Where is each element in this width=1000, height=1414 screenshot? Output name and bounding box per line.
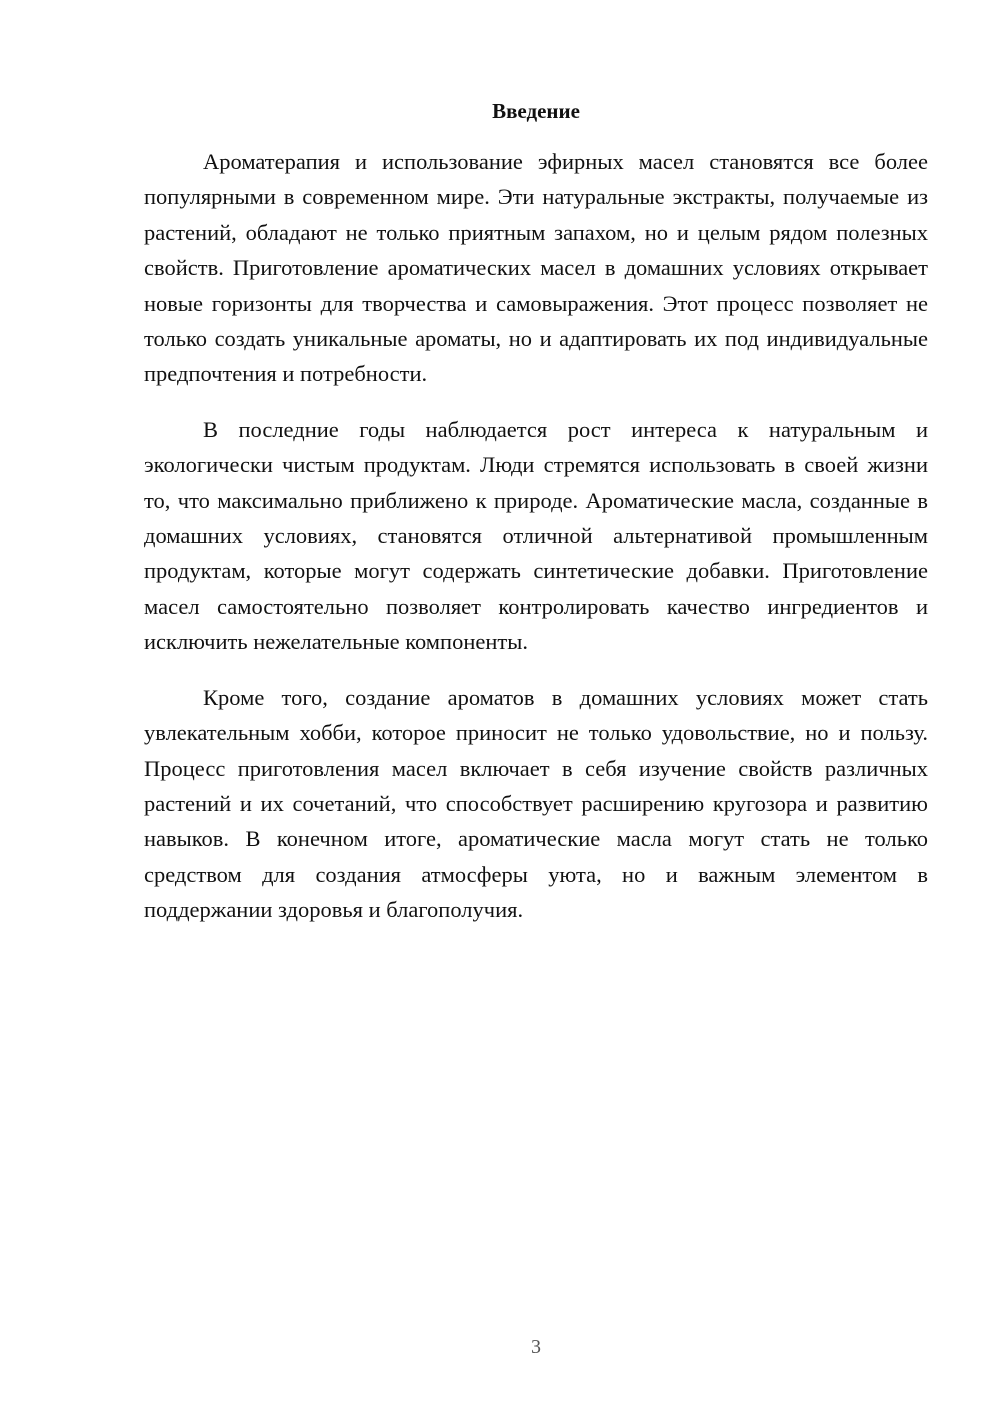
paragraph-3: Кроме того, создание ароматов в домашних условиях может стать увлекательным хобби, которое приносит не только удовольствие, но и пользу. Процесс приготовления масел включает в себя изучение свойств различных растений и их сочетаний, что способствует расширению кругозора и развитию навыков. В конечном итоге, ароматические масла могут стать не только средством для создания атмосферы уюта, но и важным элементом в поддержании здоровья и благополучия.	[144, 684, 928, 923]
paragraph-1: Ароматерапия и использование эфирных масел становятся все более популярными в современном мире. Эти натуральные экстракты, получаемые из растений, обладают не только приятным запахом, но и целым рядом полезных свойств. Приготовление ароматических масел в домашних условиях открывает новые горизонты для творчества и самовыражения. Этот процесс позволяет не только создать уникальные ароматы, но и адаптировать их под индивидуальные предпочтения и потребности.	[144, 149, 928, 387]
page-number: 3	[531, 1336, 541, 1358]
body-text	[144, 144, 928, 928]
paragraph-2: В последние годы наблюдается рост интереса к натуральным и экологически чистым продуктам. Люди стремятся использовать в своей жизни то, что максимально приближено к природе. Ароматические масла, созданные в домашних условиях, становятся отличной альтернативой промышленным продуктам, которые могут содержать синтетические добавки. Приготовление масел самостоятельно позволяет контролировать качество ингредиентов и исключить нежелательные компоненты.	[144, 416, 928, 655]
section-heading: Введение	[492, 99, 580, 123]
